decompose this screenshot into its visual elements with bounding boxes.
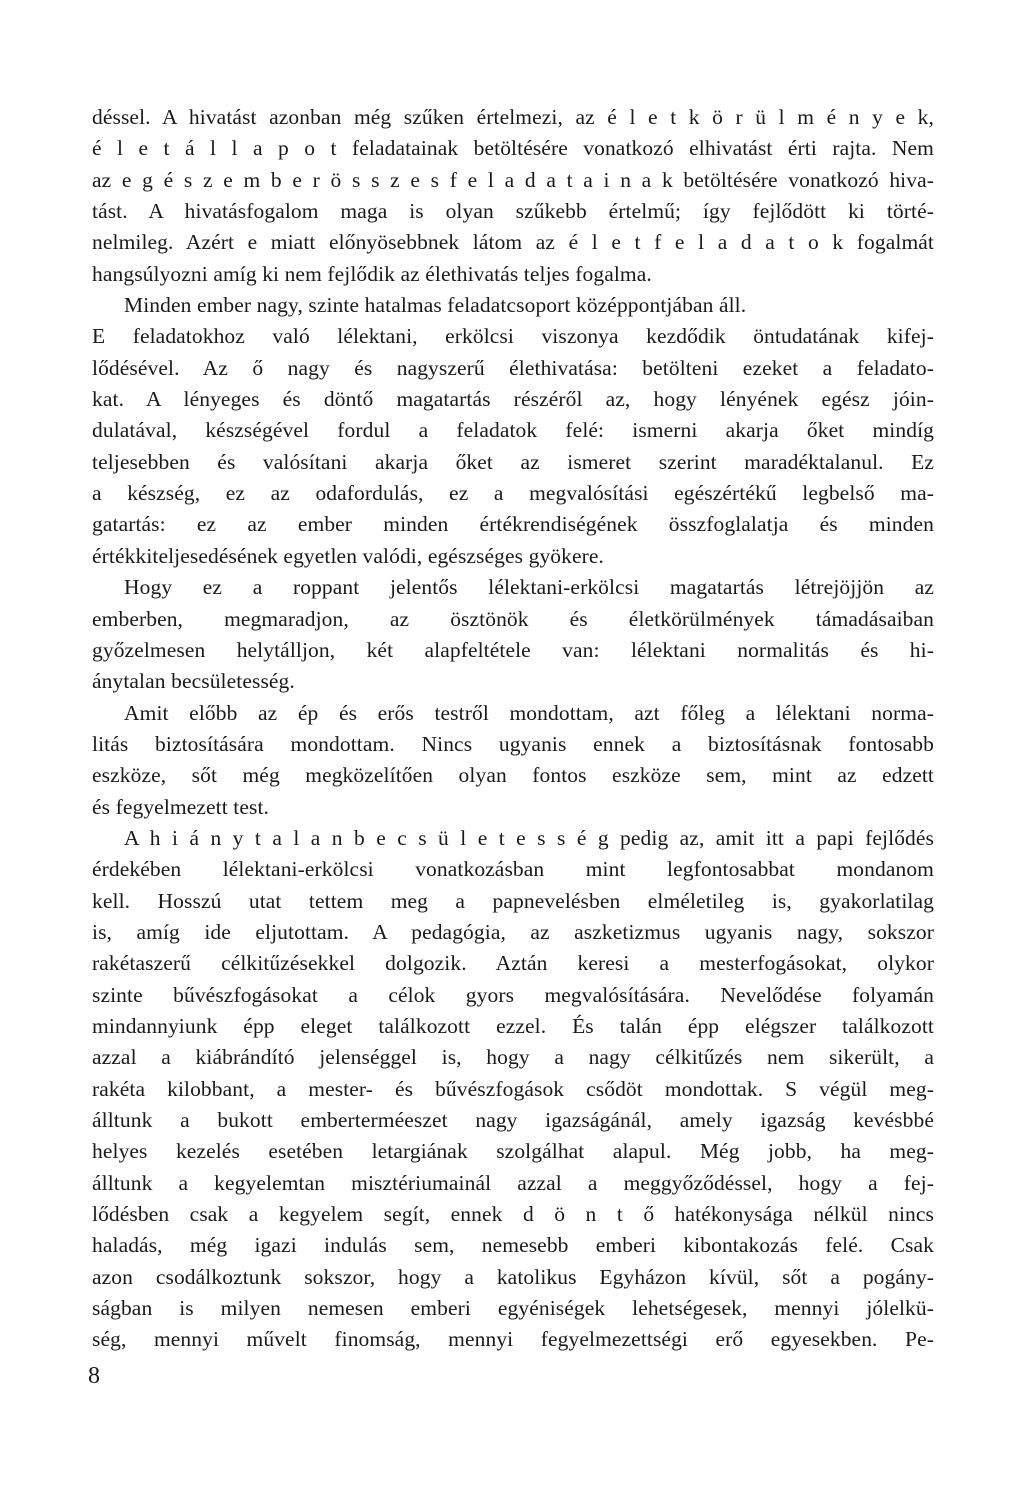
text-line: mindannyiunk épp eleget találkozott ezzel. És talán épp elégszer találkozott — [92, 1013, 934, 1038]
text-line: rakétaszerű célkitűzésekkel dolgozik. Aztán keresi a mesterfogásokat, olykor — [92, 951, 934, 976]
text-line: szinte bűvészfogásokat a célok gyors megvalósítására. Nevelődése folyamán — [92, 982, 934, 1007]
page-number: 8 — [88, 1363, 100, 1389]
text-line: é l e t á l l a p o t feladatainak betöltésére vonatkozó elhivatást érti rajta. Nem — [92, 136, 934, 161]
text-line: Amit előbb az ép és erős testről mondottam, azt főleg a lélektani norma- — [124, 700, 934, 725]
text-line: lődésben csak a kegyelem segít, ennek d ö n t ő hatékonysága nélkül nincs — [92, 1202, 934, 1227]
text-line: nelmileg. Azért e miatt előnyösebbnek látom az é l e t f e l a d a t o k fogalmát — [92, 230, 934, 255]
text-line: tást. A hivatásfogalom maga is olyan szűkebb értelmű; így fejlődött ki törté- — [92, 199, 934, 224]
text-line: ség, mennyi művelt finomság, mennyi fegyelmezettségi erő egyesekben. Pe- — [92, 1327, 934, 1352]
text-line: álltunk a bukott emberterméeszet nagy igazságánál, amely igazság kevésbbé — [92, 1108, 934, 1132]
text-line: és fegyelmezett test. — [92, 794, 270, 819]
text-line: déssel. A hivatást azonban még szűken értelmezi, az é l e t k ö r ü l m é n y e k, — [92, 105, 934, 129]
text-line: litás biztosítására mondottam. Nincs ugyanis ennek a biztosításnak fontosabb — [92, 731, 934, 756]
text-line: Minden ember nagy, szinte hatalmas feladatcsoport középpontjában áll. — [124, 293, 747, 318]
text-line: gatartás: ez az ember minden értékrendiségének összfoglalatja és minden — [92, 512, 934, 537]
text-line: haladás, még igazi indulás sem, nemesebb emberi kibontakozás felé. Csak — [92, 1233, 934, 1258]
text-line: emberben, megmaradjon, az ösztönök és életkörülmények támadásaiban — [92, 606, 934, 631]
text-line: ságban is milyen nemesen emberi egyéniségek lehetségesek, mennyi jólelkü- — [92, 1296, 934, 1321]
text-line: eszköze, sőt még megközelítően olyan fontos eszköze sem, mint az edzett — [92, 763, 934, 788]
text-line: kell. Hosszú utat tettem meg a papnevelésben elméletileg is, gyakorlatilag — [92, 888, 934, 913]
text-line: kat. A lényeges és döntő magatartás részéről az, hogy lényének egész jóin- — [92, 387, 934, 412]
text-line: ánytalan becsületesség. — [92, 669, 295, 694]
text-line: győzelmesen helytálljon, két alapfeltétele van: lélektani normalitás és hi- — [92, 637, 934, 662]
text-line: Hogy ez a roppant jelentős lélektani-erkölcsi magatartás létrejöjjön az — [124, 575, 934, 600]
text-line: dulatával, készségével fordul a feladatok felé: ismerni akarja őket mindíg — [92, 418, 934, 443]
text-line: a készség, ez az odafordulás, ez a megvalósítási egészértékű legbelső ma- — [92, 481, 934, 506]
text-line: teljesebben és valósítani akarja őket az ismeret szerint maradéktalanul. Ez — [92, 449, 934, 474]
text-line: azzal a kiábrándító jelenséggel is, hogy a nagy célkitűzés nem sikerült, a — [92, 1045, 934, 1070]
text-line: értékkiteljesedésének egyetlen valódi, egészséges gyökere. — [92, 543, 605, 568]
text-line: rakéta kilobbant, a mester- és bűvészfogások csődöt mondottak. S végül meg- — [92, 1076, 934, 1101]
text-line: érdekében lélektani-erkölcsi vonatkozásban mint legfontosabbat mondanom — [92, 857, 934, 882]
text-line: azon csodálkoztunk sokszor, hogy a katolikus Egyházon kívül, sőt a pogány- — [92, 1264, 934, 1289]
text-line: hangsúlyozni amíg ki nem fejlődik az élethivatás teljes fogalma. — [92, 261, 652, 286]
text-line: A h i á n y t a l a n b e c s ü l e t e s s é g pedig az, amit itt a papi fejlődés — [124, 825, 934, 850]
text-line: lődésével. Az ő nagy és nagyszerű élethivatása: betölteni ezeket a feladato- — [92, 355, 934, 380]
text-line: helyes kezelés esetében letargiának szolgálhat alapul. Még jobb, ha meg- — [92, 1139, 934, 1164]
page-body — [92, 102, 934, 1356]
text-line: E feladatokhoz való lélektani, erkölcsi viszonya kezdődik öntudatának kifej- — [92, 324, 934, 349]
text-line: az e g é s z e m b e r ö s s z e s f e l a d a t a i n a k betöltésére vonatkozó hiva- — [92, 167, 934, 192]
text-line: is, amíg ide eljutottam. A pedagógia, az aszketizmus ugyanis nagy, sokszor — [92, 919, 934, 944]
text-line: álltunk a kegyelemtan misztériumainál azzal a meggyőződéssel, hogy a fej- — [92, 1170, 934, 1195]
